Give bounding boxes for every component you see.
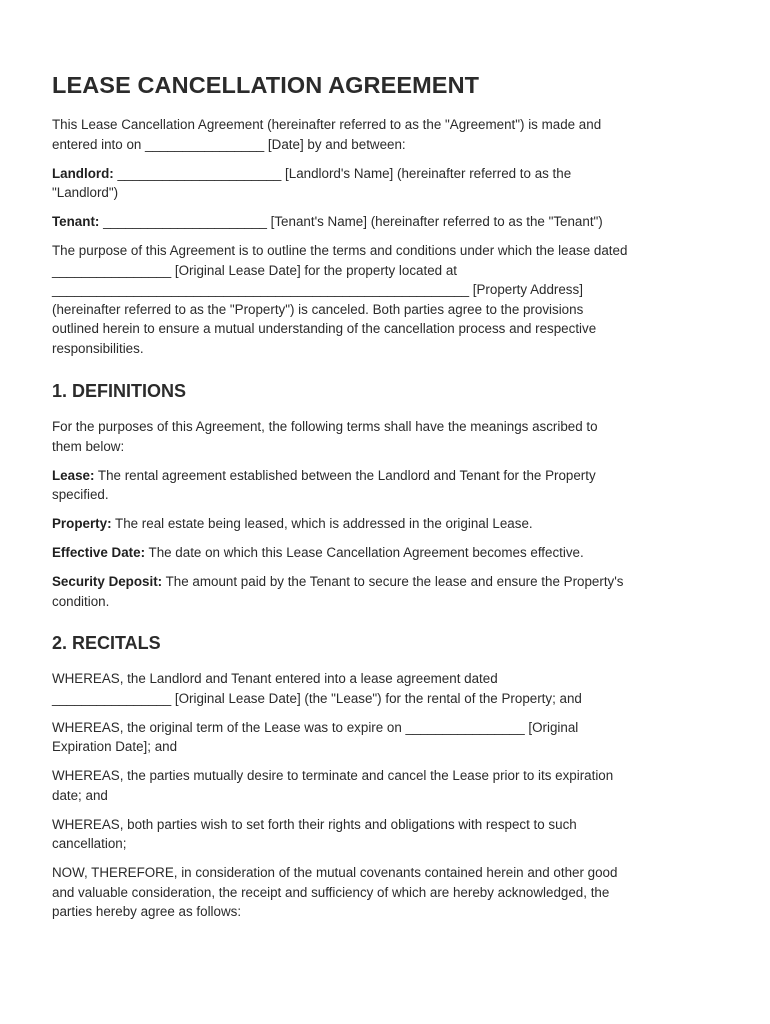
recital-4-line-1: WHEREAS, both parties wish to set forth their rights and obligations with respect to such — [52, 816, 577, 832]
landlord-label: Landlord: — [52, 165, 114, 181]
definitions-heading: 1. DEFINITIONS — [52, 381, 187, 401]
landlord-paragraph — [52, 164, 730, 203]
intro-line-1: This Lease Cancellation Agreement (hereinafter referred to as the "Agreement") is made and — [52, 117, 602, 132]
tenant-paragraph — [52, 212, 730, 232]
recital-2 — [52, 718, 730, 757]
purpose-paragraph — [52, 241, 730, 358]
definition-effective-date — [52, 543, 730, 563]
intro-line-2: entered into on ________________ [Date] by and between: — [52, 136, 406, 152]
definition-security-deposit — [52, 572, 730, 611]
definition-security-deposit-line-2: condition. — [52, 593, 110, 609]
definition-property-term: Property: — [52, 516, 112, 531]
definition-effective-date-text: The date on which this Lease Cancellation Agreement becomes effective. — [145, 545, 584, 560]
recital-5-line-3: parties hereby agree as follows: — [52, 904, 242, 919]
landlord-line-2: "Landlord") — [52, 185, 119, 200]
purpose-line-4: (hereinafter referred to as the "Property") is canceled. Both parties agree to the provisions — [52, 301, 584, 317]
recital-4 — [52, 815, 730, 854]
definition-lease-term: Lease: — [52, 467, 95, 483]
purpose-line-2: ________________ [Original Lease Date] for the property located at — [52, 262, 457, 278]
recital-1-line-1: WHEREAS, the Landlord and Tenant entered into a lease agreement dated — [52, 671, 498, 686]
recital-5-line-1: NOW, THEREFORE, in consideration of the mutual covenants contained herein and other good — [52, 865, 618, 880]
intro-paragraph — [52, 115, 730, 154]
recital-3-line-2: date; and — [52, 787, 108, 803]
definitions-intro-line-2: them below: — [52, 438, 125, 454]
definition-lease-line-1: The rental agreement established between the Landlord and Tenant for the Property — [94, 467, 596, 483]
purpose-line-5: outlined herein to ensure a mutual understanding of the cancellation process and respective — [52, 321, 597, 336]
purpose-line-1: The purpose of this Agreement is to outline the terms and conditions under which the lease dated — [52, 243, 628, 258]
recital-2-line-2: Expiration Date]; and — [52, 739, 178, 754]
document-title: LEASE CANCELLATION AGREEMENT — [52, 72, 480, 98]
recital-3-line-1: WHEREAS, the parties mutually desire to terminate and cancel the Lease prior to its expiration — [52, 768, 614, 783]
recital-3 — [52, 766, 730, 805]
definition-effective-date-term: Effective Date: — [52, 545, 146, 560]
landlord-line-1: ______________________ [Landlord's Name] (hereinafter referred to as the — [113, 165, 572, 181]
definition-security-deposit-line-1: The amount paid by the Tenant to secure the lease and ensure the Property's — [162, 574, 624, 589]
tenant-line-1: ______________________ [Tenant's Name] (hereinafter referred to as the "Tenant") — [99, 214, 603, 229]
recital-1 — [52, 669, 730, 708]
definition-property — [52, 514, 730, 534]
recital-now-therefore — [52, 863, 730, 922]
definitions-intro — [52, 417, 730, 456]
definition-lease-line-2: specified. — [52, 487, 109, 502]
definitions-intro-line-1: For the purposes of this Agreement, the following terms shall have the meanings ascribed to — [52, 419, 598, 434]
definition-security-deposit-term: Security Deposit: — [52, 574, 163, 589]
recital-1-line-2: ________________ [Original Lease Date] (the "Lease") for the rental of the Property; and — [52, 690, 582, 706]
definition-lease — [52, 466, 730, 505]
purpose-line-3: ________________________________________________________ [Property Address] — [52, 282, 583, 297]
tenant-label: Tenant: — [52, 214, 100, 229]
purpose-line-6: responsibilities. — [52, 340, 144, 356]
recital-2-line-1: WHEREAS, the original term of the Lease was to expire on ________________ [Original — [52, 719, 579, 735]
definition-property-text: The real estate being leased, which is addressed in the original Lease. — [111, 516, 533, 531]
recitals-heading: 2. RECITALS — [52, 633, 161, 653]
recital-5-line-2: and valuable consideration, the receipt and sufficiency of which are hereby acknowledged, the — [52, 884, 610, 900]
recital-4-line-2: cancellation; — [52, 836, 127, 851]
